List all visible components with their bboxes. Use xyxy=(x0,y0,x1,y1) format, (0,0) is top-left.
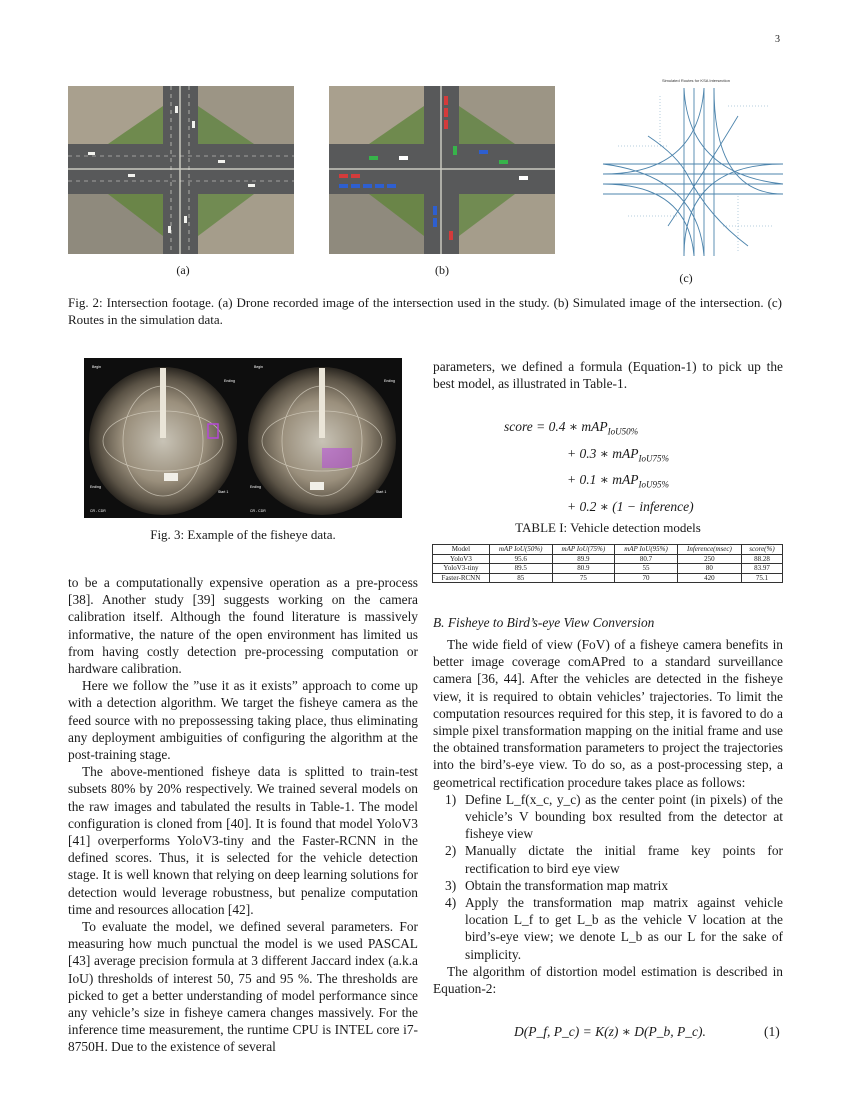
table-cell: 75 xyxy=(552,573,615,583)
table-header: mAP IoU(75%) xyxy=(552,545,615,555)
table-cell: YoloV3-tiny xyxy=(433,564,490,574)
right-paragraph: parameters, we defined a formula (Equation-1) to pick up the best model, as illustrated in Table-1. xyxy=(433,359,783,392)
equation-2-number: (1) xyxy=(764,1024,780,1039)
table-header: mAP IoU(50%) xyxy=(489,545,552,555)
left-paragraph: The above-mentioned fisheye data is splitted to train-test subsets 80% by 20% respectively. We trained several models on the raw images and tabulated the results in Table-1. The model configuration is cloned from [40]. It is found that model YoloV3 [41] overperforms YoloV3-tiny and the Faster-RCNN in the defined scores. Thus, it is selected for the vehicle detection stage. It is well known that relying on deep learning solutions for detection would leverage robustness, but penalize computation time and resources allocation [42]. xyxy=(68,764,418,917)
step-item xyxy=(433,894,783,963)
left-paragraph: Here we follow the ”use it as it exists” approach to come up with a detection algorithm. We target the fisheye camera as the feed source with no prepossessing taking place, thus eliminating any deployment ambiguities of configuring the algorithm at the post-training stage. xyxy=(68,678,418,763)
table-cell: 80.9 xyxy=(552,564,615,574)
section-heading: B. Fisheye to Bird’s-eye View Conversion xyxy=(433,615,655,630)
fisheye-label: Start 1 xyxy=(218,490,229,494)
left-paragraph: to be a computationally expensive operation as a pre-process [38]. Another study [39] suggests working on the camera calibration itself. Although the found literature is massively informative, the nature of the open environment has limited us from having costly detection pre-processing computation or hardware calibration. xyxy=(68,575,418,677)
simulated-intersection-image xyxy=(329,86,555,254)
step-item xyxy=(433,791,783,843)
fig2-caption: Fig. 2: Intersection footage. (a) Drone recorded image of the intersection used in the study. (b) Simulated image of the intersection. (c) Routes in the simulation data. xyxy=(68,295,782,327)
table-cell: Faster-RCNN xyxy=(433,573,490,583)
table-row xyxy=(433,573,783,583)
table-row xyxy=(433,554,783,564)
routes-plot-title: Simulated Routes for KSA Intersection xyxy=(661,78,731,83)
table-cell: 95.6 xyxy=(489,554,552,564)
fig2c-label: (c) xyxy=(679,271,693,285)
fisheye-example-image xyxy=(84,358,402,518)
table-cell: 75.1 xyxy=(741,573,782,583)
table-cell: 80 xyxy=(677,564,741,574)
right-paragraph: The wide field of view (FoV) of a fisheye camera benefits in better image coverage comAPred to a standard surveillance camera [36, 44]. After the vehicles are detected in the fisheye view, it is required to obtain vehicles’ trajectories. To limit the computation resources required for this step, it is favored to do a simple pixel transformation mapping on the initial frame and use the obtained transformation parameters to project the trajectories into the bird’s-eye view. To do so, as a post-processing step, a geometrical rectification procedure takes place as follows: xyxy=(433,637,783,790)
table-row xyxy=(433,564,783,574)
fisheye-label: Begin xyxy=(254,365,263,369)
table-cell: 89.9 xyxy=(552,554,615,564)
table-header: score(%) xyxy=(741,545,782,555)
table-header: mAP IoU(95%) xyxy=(615,545,678,555)
step-text: Apply the transformation map matrix against vehicle location L_f to get L_b as the vehicle V location at the bird’s-eye view; we denote L_b as our L for the sake of simplicity. xyxy=(465,895,783,962)
fisheye-label: Ending xyxy=(384,379,395,383)
step-text: Manually dictate the initial frame key points for rectification to bird eye view xyxy=(465,843,783,876)
table-cell: YoloV3 xyxy=(433,554,490,564)
step-number: 2) xyxy=(445,843,457,859)
table-cell: 80.7 xyxy=(615,554,678,564)
fisheye-label: Begin xyxy=(92,365,101,369)
table-cell: 55 xyxy=(615,564,678,574)
eq1-line: + 0.2 ∗ (1 − inference) xyxy=(567,499,694,515)
fisheye-label: CR - CDR xyxy=(90,509,106,513)
table-cell: 70 xyxy=(615,573,678,583)
routes-plot xyxy=(588,76,788,264)
right-column xyxy=(433,636,783,997)
detection-results-table xyxy=(432,544,783,583)
right-intro xyxy=(433,358,783,392)
fig3-caption: Fig. 3: Example of the fisheye data. xyxy=(150,527,336,542)
eq1-sub: IoU95% xyxy=(638,480,670,491)
equation-1 xyxy=(504,416,764,517)
fisheye-label: Ending xyxy=(250,485,261,489)
step-number: 4) xyxy=(445,895,457,911)
table-header-row xyxy=(433,545,783,555)
fisheye-label: Start 1 xyxy=(376,490,387,494)
fisheye-label: CR - CDR xyxy=(250,509,266,513)
eq1-line: + 0.3 ∗ mAP xyxy=(567,445,639,461)
fig2b-label: (b) xyxy=(435,263,449,277)
fig2a-label: (a) xyxy=(176,263,190,277)
step-item xyxy=(433,877,783,894)
step-text: Define L_f(x_c, y_c) as the center point (in pixels) of the vehicle’s V bounding box resulted from the detector at fisheye view xyxy=(465,791,783,842)
left-column xyxy=(68,574,418,1056)
step-number: 3) xyxy=(445,877,457,893)
drone-intersection-image xyxy=(68,86,294,254)
table-cell: 85 xyxy=(489,573,552,583)
table-cell: 83.97 xyxy=(741,564,782,574)
step-item xyxy=(433,842,783,876)
rectification-steps xyxy=(433,791,783,963)
eq1-sub: IoU50% xyxy=(607,426,639,437)
fisheye-label: Ending xyxy=(90,485,101,489)
fisheye-label: Ending xyxy=(224,379,235,383)
step-text: Obtain the transformation map matrix xyxy=(465,877,669,893)
eq1-sub: IoU75% xyxy=(638,453,670,464)
step-number: 1) xyxy=(445,791,457,807)
right-paragraph: The algorithm of distortion model estimation is described in Equation-2: xyxy=(433,963,783,997)
table-title: TABLE I: Vehicle detection models xyxy=(515,520,701,535)
eq1-line: + 0.1 ∗ mAP xyxy=(567,472,639,488)
table-cell: 420 xyxy=(677,573,741,583)
table-cell: 88.28 xyxy=(741,554,782,564)
table-cell: 250 xyxy=(677,554,741,564)
page-number: 3 xyxy=(775,34,780,45)
table-header: Model xyxy=(433,545,490,555)
table-cell: 89.5 xyxy=(489,564,552,574)
left-paragraph: To evaluate the model, we defined several parameters. For measuring how much punctual the model is we used PASCAL [43] average precision formula at 3 different Jaccard index (a.k.a IoU) thresholds of interest 50, 75 and 95 %. The thresholds are picked to get a better understanding of model performance since any vehicle’s size in fisheye camera changes massively. For the inference time measurement, the runtime CPU is INTEL core i7-8750H. Due to the existence of several xyxy=(68,919,418,1055)
table-header: Inference(msec) xyxy=(677,545,741,555)
equation-2: D(P_f, P_c) = K(z) ∗ D(P_b, P_c). xyxy=(514,1024,706,1039)
eq1-line: score = 0.4 ∗ mAP xyxy=(504,419,608,434)
